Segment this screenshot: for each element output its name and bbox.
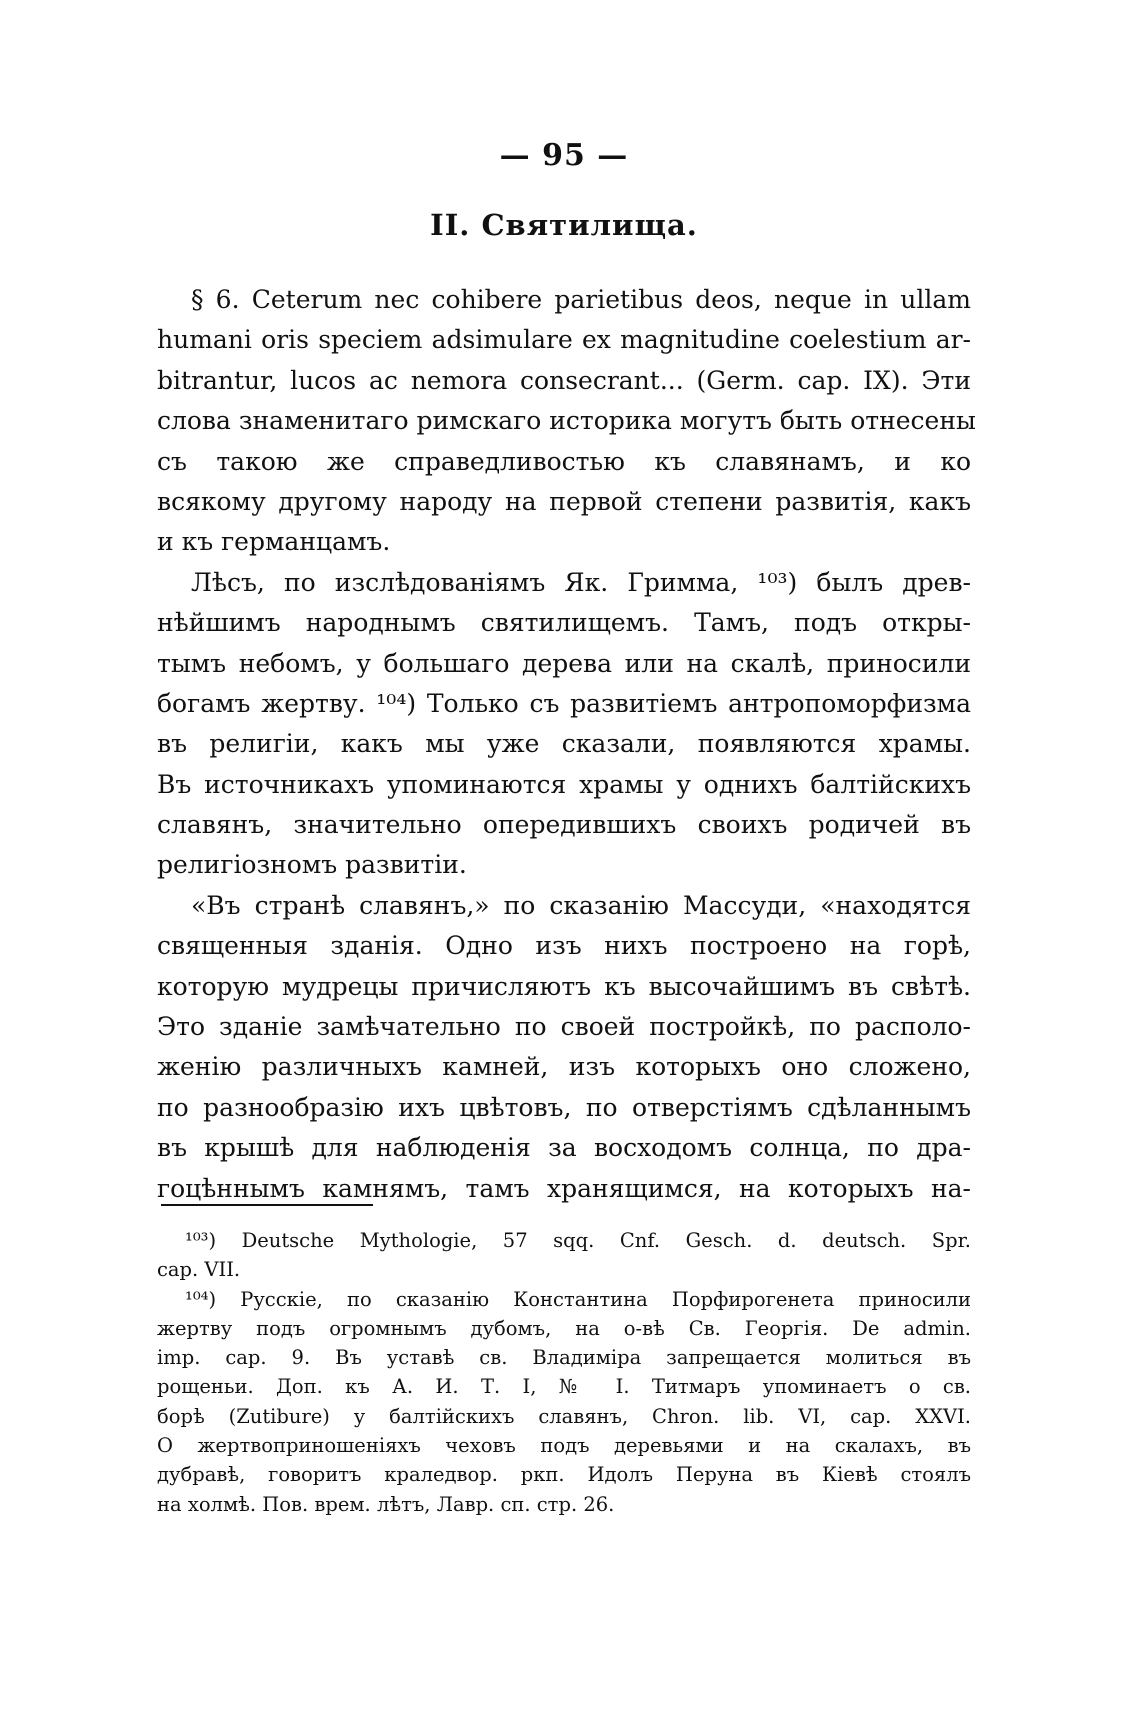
text-line: Въ источникахъ упоминаются храмы у однихъ балтійскихъ	[157, 769, 971, 799]
text-line: славянъ, значительно опередившихъ своихъ родичей въ	[157, 810, 971, 840]
text-line: bitrantur, lucos ac nemora consecrant... (Germ. cap. IX). Эти	[157, 365, 971, 395]
text-line: по разнообразію ихъ цвѣтовъ, по отверстіямъ сдѣланнымъ	[157, 1092, 971, 1122]
text-line: § 6. Ceterum nec cohibere parietibus deos, neque in ullam	[191, 285, 971, 314]
footnote-line: дубравѣ, говоритъ краледвор. ркп. Идолъ Перуна въ Кіевѣ стоялъ	[157, 1463, 971, 1487]
footnote-line: ¹⁰⁴) Русскіе, по сказанію Константина Порфирогенета приносили	[185, 1287, 971, 1311]
text-line: въ религіи, какъ мы уже сказали, появляются храмы.	[157, 729, 971, 759]
footnote-line: О жертвоприношеніяхъ чеховъ подъ деревьями и на скалахъ, въ	[157, 1434, 971, 1458]
text-line: humani oris speciem adsimulare ex magnitudine coelestium ar-	[157, 325, 971, 355]
page-number: — 95 —	[499, 138, 629, 173]
text-line: «Въ странѣ славянъ,» по сказанію Массуди, «находятся	[191, 890, 971, 920]
text-line: въ крышѣ для наблюденія за восходомъ солнца, по дра-	[157, 1133, 971, 1163]
text-line: Это зданіе замѣчательно по своей постройкѣ, по располо-	[157, 1012, 971, 1042]
footnote-line: ¹⁰³) Deutsche Mythologie, 57 sqq. Cnf. Gesch. d. deutsch. Spr.	[185, 1229, 971, 1252]
text-line: женію различныхъ камней, изъ которыхъ оно сложено,	[157, 1052, 971, 1082]
text-line: и къ германцамъ.	[157, 527, 391, 557]
footnote-line: жертву подъ огромнымъ дубомъ, на о-вѣ Св. Георгія. De admin.	[157, 1316, 971, 1340]
text-line: всякому другому народу на первой степени развитія, какъ	[157, 486, 971, 516]
footnote-line: борѣ (Zutibure) у балтійскихъ славянъ, Chron. lib. VI, cap. XXVI.	[157, 1404, 971, 1428]
text-line: которую мудрецы причисляютъ къ высочайшимъ въ свѣтѣ.	[157, 971, 971, 1001]
text-line: нѣйшимъ народнымъ святилищемъ. Тамъ, подъ откры-	[157, 608, 971, 638]
text-line: богамъ жертву. ¹⁰⁴) Только съ развитіемъ антропоморфизма	[157, 688, 971, 718]
footnote-line: cap. VII.	[157, 1258, 241, 1282]
footnote-line: imp. cap. 9. Въ уставѣ св. Владиміра запрещается молиться въ	[157, 1346, 971, 1370]
text-line: священныя зданія. Одно изъ нихъ построено на горѣ,	[157, 931, 971, 961]
text-line: гоцѣннымъ камнямъ, тамъ хранящимся, на которыхъ на-	[157, 1173, 971, 1203]
footnote-line: рощеньи. Доп. къ А. И. Т. I, № I. Титмаръ упоминаетъ о св.	[157, 1375, 971, 1399]
book-page	[157, 0, 976, 1710]
text-line: слова знаменитаго римскаго историка могутъ быть отнесены	[157, 406, 976, 436]
footnote-line: на холмѣ. Пов. врем. лѣтъ, Лавр. сп. стр. 26.	[157, 1492, 615, 1516]
footnote-rule	[161, 1204, 373, 1206]
body-text	[157, 280, 976, 1209]
text-line: съ такою же справедливостью къ славянамъ, и ко	[157, 446, 971, 476]
footnotes	[157, 1226, 971, 1519]
section-title: II. Святилища.	[430, 208, 698, 242]
text-line: тымъ небомъ, у большаго дерева или на скалѣ, приносили	[157, 648, 971, 678]
text-line: религіозномъ развитіи.	[157, 850, 467, 880]
text-line: Лѣсъ, по изслѣдованіямъ Як. Гримма, ¹⁰³) былъ древ-	[191, 567, 971, 597]
